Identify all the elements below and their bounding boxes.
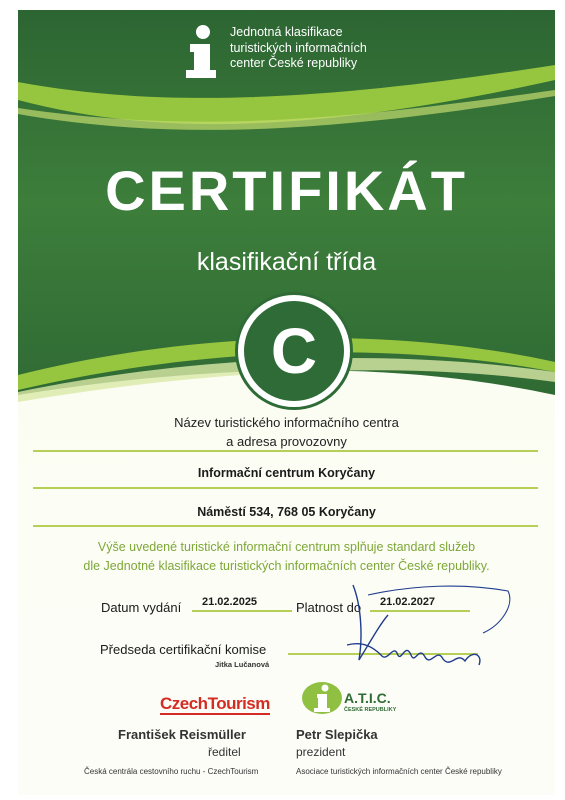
header-line: center České republiky (230, 56, 358, 70)
certificate-subtitle: klasifikační třída (196, 248, 377, 276)
divider (33, 525, 538, 527)
signatory-role-1: ředitel (208, 745, 241, 759)
logo-underline (160, 713, 270, 715)
validity-label: Platnost do (296, 600, 362, 615)
atic-info-icon (300, 680, 344, 716)
signatory-org-2: Asociace turistických informačních center České republiky (296, 767, 502, 776)
certificate-title: CERTIFIKÁT (105, 159, 468, 222)
header-line: turistických informačních (230, 40, 367, 55)
atic-logo-text: A.T.I.C. (344, 690, 391, 706)
issue-date-label: Datum vydání (101, 600, 182, 615)
header-line: Jednotná klasifikace (230, 25, 343, 39)
signatory-name-1: František Reismüller (118, 727, 246, 742)
grade-badge: C (238, 295, 350, 407)
center-name: Informační centrum Koryčany (197, 466, 376, 480)
center-address: Náměstí 534, 768 05 Koryčany (197, 505, 376, 519)
signatory-org-1: Česká centrála cestovního ruchu - CzechTourism (84, 767, 259, 776)
divider (33, 450, 538, 452)
signatory-name-2: Petr Slepička (296, 727, 378, 742)
center-label-line1: Název turistického informačního centra (174, 415, 399, 430)
certificate-sheet (18, 10, 555, 795)
divider (192, 610, 292, 612)
statement-line1: Výše uvedené turistické informační centrum splňuje standard služeb (97, 540, 476, 554)
signature-image (333, 575, 523, 685)
info-icon (182, 24, 220, 80)
atic-logo-subtext: ČESKÉ REPUBLIKY (344, 707, 397, 713)
statement-line2: dle Jednotné klasifikace turistických informačních center České republiky. (83, 559, 490, 573)
validity-value: 21.02.2027 (380, 596, 436, 608)
czechtourism-logo (160, 694, 270, 714)
committee-name: Jitka Lučanová (215, 660, 270, 669)
issue-date-value: 21.02.2025 (202, 596, 258, 608)
center-label-line2: a adresa provozovny (226, 434, 347, 449)
logo-text-tourism: Tourism (207, 694, 270, 713)
divider (33, 487, 538, 489)
committee-label: Předseda certifikační komise (100, 642, 267, 657)
logo-text-czech: Czech (160, 694, 208, 713)
signatory-role-2: prezident (296, 745, 346, 759)
header-title (230, 25, 367, 72)
